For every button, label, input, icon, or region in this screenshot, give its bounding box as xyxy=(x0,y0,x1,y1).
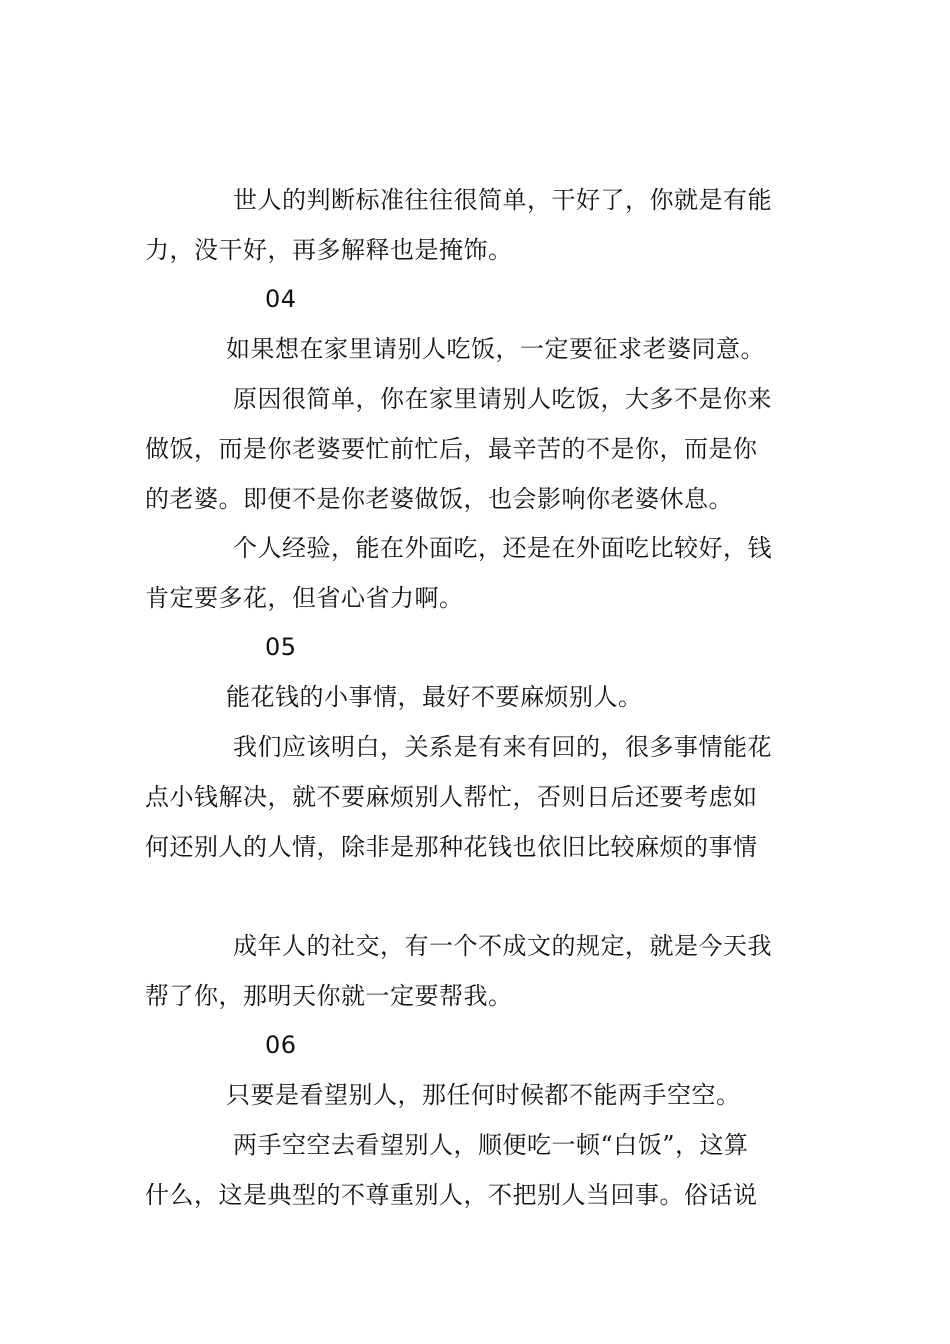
section-number: 04 xyxy=(265,285,297,313)
paragraph-line: 原因很简单，你在家里请别人吃饭，大多不是你来 xyxy=(233,385,772,413)
paragraph-line: 个人经验，能在外面吃，还是在外面吃比较好，钱 xyxy=(233,534,772,562)
paragraph-line: 两手空空去看望别人，顺便吃一顿“白饭”，这算 xyxy=(233,1131,749,1159)
paragraph-line: 点小钱解决，就不要麻烦别人帮忙，否则日后还要考虑如 xyxy=(145,783,758,811)
paragraph-line: 帮了你，那明天你就一定要帮我。 xyxy=(145,982,513,1010)
paragraph-line: 做饭，而是你老婆要忙前忙后，最辛苦的不是你，而是你 xyxy=(145,435,758,463)
paragraph-line: 何还别人的人情，除非是那种花钱也依旧比较麻烦的事情 xyxy=(145,833,758,861)
paragraph-line: 世人的判断标准往往很简单，干好了，你就是有能 xyxy=(233,186,772,214)
section-number: 05 xyxy=(265,633,297,661)
paragraph-line: 肯定要多花，但省心省力啊。 xyxy=(145,584,464,612)
paragraph-line: 能花钱的小事情，最好不要麻烦别人。 xyxy=(226,683,643,711)
paragraph-line: 力，没干好，再多解释也是掩饰。 xyxy=(145,236,513,264)
section-number: 06 xyxy=(265,1031,297,1059)
paragraph-line: 的老婆。即便不是你老婆做饭，也会影响你老婆休息。 xyxy=(145,485,733,513)
paragraph-line: 成年人的社交，有一个不成文的规定，就是今天我 xyxy=(233,932,772,960)
paragraph-line: 我们应该明白，关系是有来有回的，很多事情能花 xyxy=(233,733,772,761)
paragraph-line: 什么，这是典型的不尊重别人，不把别人当回事。俗话说 xyxy=(145,1181,758,1209)
paragraph-line: 如果想在家里请别人吃饭，一定要征求老婆同意。 xyxy=(226,335,765,363)
paragraph-line: 只要是看望别人，那任何时候都不能两手空空。 xyxy=(226,1081,741,1109)
